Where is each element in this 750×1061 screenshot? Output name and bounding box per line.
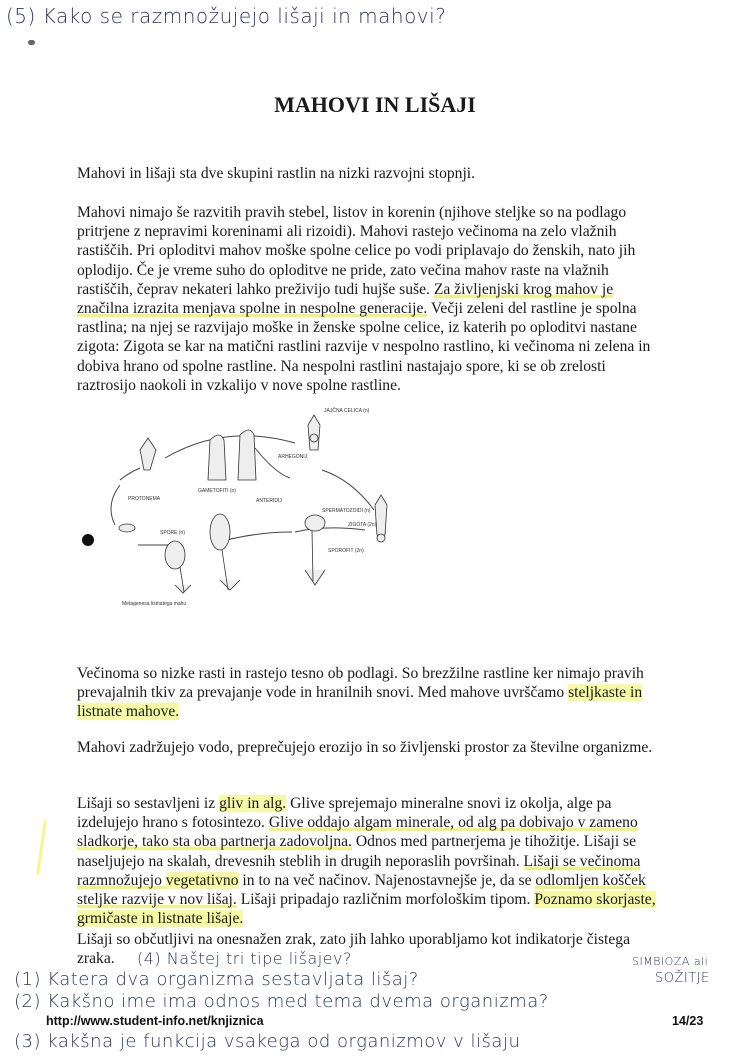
text-segment: rastiščih. Pri oploditvi mahov moške spolne celice po vodi priplavajo do ženskih, nato jih <box>77 242 636 260</box>
text-line <box>77 280 650 299</box>
highlighted-text: steljkaste in <box>568 684 643 702</box>
text-line <box>77 299 650 318</box>
text-segment: Mahovi in lišaji sta dve skupini rastlin na nizki razvojni stopnji. <box>77 165 476 182</box>
text-line <box>77 702 644 721</box>
handwritten-question-3: (3) kakšna je funkcija vsakega od organizmov v lišaju <box>14 1031 521 1052</box>
text-line <box>77 203 650 222</box>
label-protonema: PROTONEMA <box>128 496 161 502</box>
text-segment: Mahovi nimajo še razvitih pravih stebel, listov in korenin (njihove steljke so na podlago <box>77 204 627 221</box>
label-sporophyte: SPOROFIT (2n) <box>328 548 364 554</box>
label-zygote: ZIGOTA (2n) <box>348 522 377 528</box>
text-line <box>77 241 650 260</box>
label-sperm: SPERMATOZOIDI (n) <box>322 508 371 514</box>
text-segment: pritrjene z nepravimi koreninami ali rizoidi). Mahovi rastejo večinoma na zelo vlažnih <box>77 223 617 241</box>
text-segment: Mahovi zadržujejo vodo, preprečujejo erozijo in so življenski prostor za številne organizme. <box>77 739 653 756</box>
text-segment: zraka. <box>77 950 115 968</box>
page-title: MAHOVI IN LIŠAJI <box>274 92 476 117</box>
diagram-caption: Metagenesa listnatega mahu <box>122 601 187 607</box>
paragraph-lichens <box>77 794 656 928</box>
text-line <box>77 852 656 871</box>
text-segment: rastlina; na njej se razvijajo moške in ženske spolne celice, iz katerih po oploditvi nastane <box>77 319 637 337</box>
text-segment: Odnos med partnerjema je tihožitje. Lišaji se <box>351 833 637 851</box>
handwritten-question-2: (2) Kakšno ime ima odnos med tema dvema organizma? <box>14 991 549 1012</box>
handwritten-answer-line1: SIMBIOZA ali <box>632 955 709 968</box>
underlined-text: steljke razvije v nov lišaj. <box>77 890 237 908</box>
text-line <box>77 813 656 832</box>
text-segment: Glive sprejemajo mineralne snovi iz okolja, alge pa <box>286 795 612 812</box>
plant-sketches <box>119 415 387 593</box>
handwritten-answer-line2: SOŽITJE <box>655 971 710 986</box>
text-line <box>77 738 652 757</box>
text-segment: Lišaji so občutljivi na onesnažen zrak, zato jih lahko uporabljamo kot indikatorje čistega <box>77 931 630 948</box>
label-archegonium: ARHEGONIJ <box>278 454 308 460</box>
text-line <box>77 318 650 337</box>
footer-url[interactable]: http://www.student-info.net/knjiznica <box>46 1014 264 1028</box>
text-line <box>77 930 630 949</box>
text-line <box>77 909 656 928</box>
paragraph-moss-role <box>77 738 652 757</box>
text-line <box>77 222 650 241</box>
text-segment: rastiščih, čeprav nekateri lahko preživijo tudi hujše suše. <box>77 280 434 298</box>
scan-speck <box>28 40 35 45</box>
text-line <box>77 890 656 909</box>
underlined-text: razmnožujejo <box>77 871 166 889</box>
text-line <box>77 871 656 890</box>
label-gametophyte: GAMETOFITI (n) <box>198 488 236 494</box>
text-line <box>77 261 650 280</box>
text-line <box>77 832 656 851</box>
underlined-text: Glive oddajo algam minerale, od alg pa dobivajo v zameno <box>268 814 638 832</box>
text-line <box>77 337 650 356</box>
text-segment: raztrosijo naokoli in vzkalijo v nove spolne rastline. <box>77 376 401 394</box>
paragraph-intro <box>77 164 475 183</box>
text-line <box>77 164 475 183</box>
label-spores: SPORE (n) <box>160 530 186 536</box>
page-number: 14/23 <box>672 1014 704 1028</box>
text-segment: Večji zeleni del rastline je spolna <box>427 299 637 317</box>
handwritten-question-4: (4) Naštej tri tipe lišajev? <box>137 949 352 968</box>
text-segment: Lišaji pripadajo različnim morfološkim tipom. <box>236 890 535 908</box>
handwritten-question-1: (1) Katera dva organizma sestavljata lišaj? <box>14 969 419 990</box>
text-segment: in to na več načinov. Najenostavnejše je, da se <box>238 871 536 889</box>
scan-dot <box>82 534 94 546</box>
text-segment: naseljujejo na skalah, drevesnih steblih in drugih neporaslih površinah. <box>77 852 524 870</box>
underlined-text: sladkorje, tako sta oba partnerja zadovoljna. <box>77 833 352 851</box>
text-segment: Večinoma so nizke rasti in rastejo tesno ob podlagi. So brezžilne rastline ker nimajo pravih <box>77 665 644 682</box>
moss-life-cycle-diagram <box>60 400 400 615</box>
text-line <box>77 683 644 702</box>
text-segment: oplodijo. Če je vreme suho do oploditve ne pride, zato večina mahov raste na vlažnih <box>77 261 609 279</box>
paragraph-mosses <box>77 203 650 395</box>
handwritten-question-5: (5) Kako se razmnožujejo lišaji in mahovi? <box>6 4 447 28</box>
highlighted-text: vegetativno <box>165 871 239 889</box>
highlighted-text: Poznamo skorjaste, <box>534 890 656 908</box>
label-antheridium: ANTERIDIJ <box>256 498 282 504</box>
text-line <box>77 376 650 395</box>
text-segment: zigota: Zigota se kar na matični rastlini razvije v nespolno rastlino, ki večinoma ni zelena in <box>77 338 651 356</box>
text-line <box>77 357 650 376</box>
text-line <box>77 664 644 683</box>
underlined-text: Lišaji se večinoma <box>523 852 641 870</box>
underlined-text: odlomljen košček <box>535 871 646 889</box>
underlined-text: Za življenjski krog mahov je <box>433 280 614 298</box>
underlined-text: značilna izrazita menjava spolne in nespolne generacije. <box>77 299 428 317</box>
text-segment: Lišaji so sestavljeni iz <box>77 795 220 812</box>
highlighter-margin-mark <box>36 820 47 875</box>
highlighted-text: gliv in alg. <box>219 795 287 812</box>
paragraph-moss-traits <box>77 664 644 722</box>
highlighted-text: listnate mahove. <box>77 703 180 721</box>
text-segment: dobiva hrano od spolne rastline. Na nespolni rastlini nastajajo spore, ki se ob zrelosti <box>77 357 606 375</box>
highlighted-text: grmičaste in listnate lišaje. <box>77 910 244 928</box>
text-segment: izdelujejo hrano s fotosintezo. <box>77 814 269 832</box>
text-line <box>77 794 656 813</box>
label-egg: JAJČNA CELICA (n) <box>324 408 370 414</box>
text-segment: prevajalnih tkiv za prevajanje vode in hranilnih snovi. Med mahove uvrščamo <box>77 684 569 702</box>
